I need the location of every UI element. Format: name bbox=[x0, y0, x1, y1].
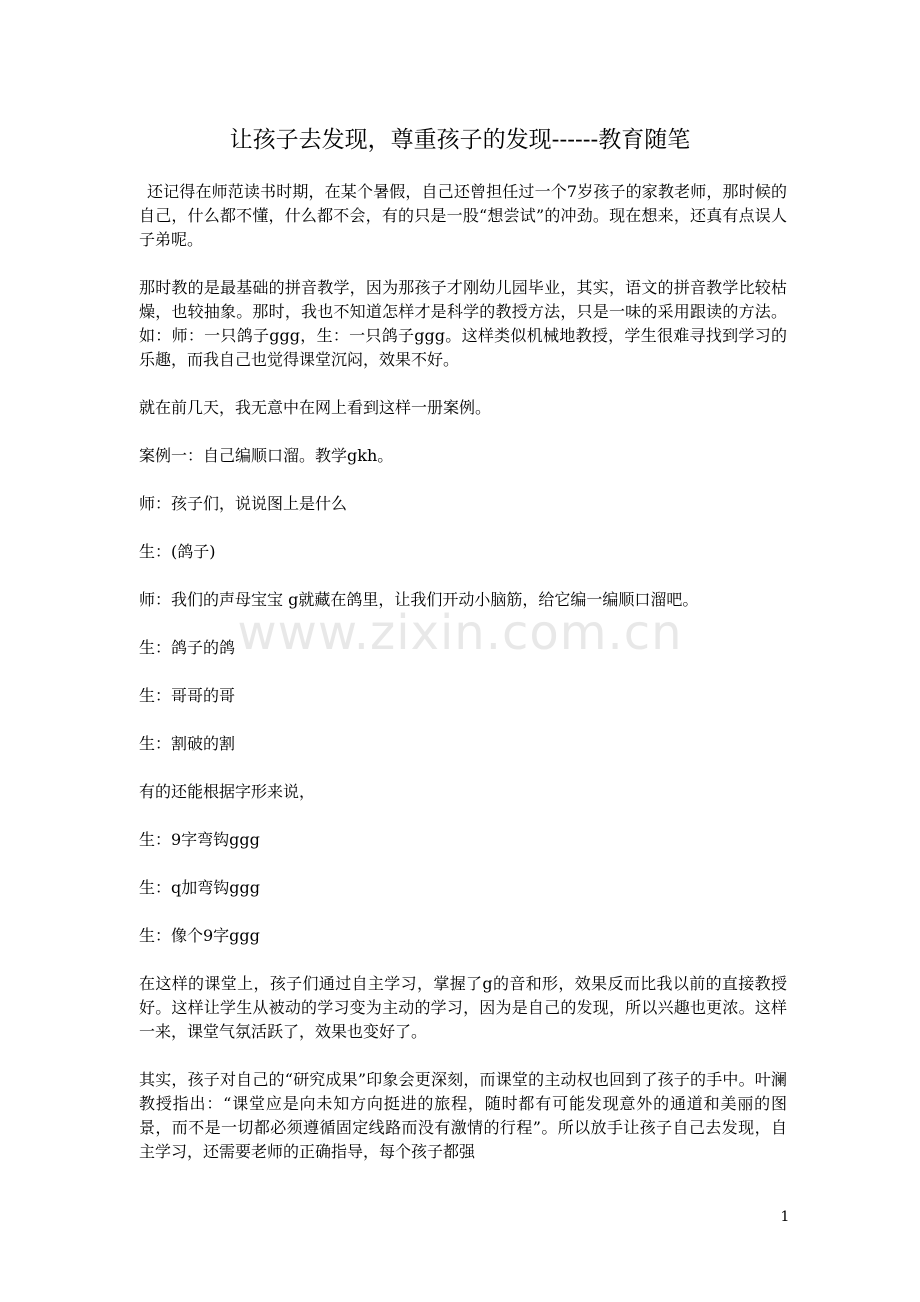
document-body bbox=[139, 180, 787, 1188]
paragraph: 师：孩子们，说说图上是什么 bbox=[139, 494, 348, 513]
paragraph: 还记得在师范读书时期，在某个暑假，自己还曾担任过一个7岁孩子的家教老师，那时候的自己，什么都不懂，什么都不会，有的只是一股“想尝试”的冲劲。现在想来，还真有点误人子弟呢。 bbox=[139, 182, 787, 249]
paragraph: 师：我们的声母宝宝 g就藏在鸽里，让我们开动小脑筋，给它编一编顺口溜吧。 bbox=[139, 590, 699, 609]
paragraph: 生：9字弯钩ggg bbox=[139, 830, 260, 849]
paragraph: 其实，孩子对自己的“研究成果”印象会更深刻，而课堂的主动权也回到了孩子的手中。叶澜教授指出：“课堂应是向未知方向挺进的旅程，随时都有可能发现意外的通道和美丽的图景，而不是一切都必须遵循固定线路而没有激情的行程”。所以放手让孩子自己去发现，自主学习，还需要老师的正确指导，每个孩子都强 bbox=[139, 1070, 787, 1161]
paragraph: 就在前几天，我无意中在网上看到这样一册案例。 bbox=[139, 398, 492, 417]
paragraph: 那时教的是最基础的拼音教学，因为那孩子才刚幼儿园毕业，其实，语文的拼音教学比较枯燥，也较抽象。那时，我也不知道怎样才是科学的教授方法，只是一味的采用跟读的方法。如：师：一只鸽子ggg，生：一只鸽子ggg。这样类似机械地教授，学生很难寻找到学习的乐趣，而我自己也觉得课堂沉闷，效果不好。 bbox=[139, 278, 787, 369]
paragraph: 生：割破的割 bbox=[139, 734, 236, 753]
paragraph: 生：鸽子的鸽 bbox=[139, 638, 236, 657]
paragraph: 生：哥哥的哥 bbox=[139, 686, 236, 705]
paragraph: 案例一：自己编顺口溜。教学gkh。 bbox=[139, 446, 394, 465]
paragraph: 在这样的课堂上，孩子们通过自主学习，掌握了g的音和形，效果反而比我以前的直接教授好。这样让学生从被动的学习变为主动的学习，因为是自己的发现，所以兴趣也更浓。这样一来，课堂气氛活跃了，效果也变好了。 bbox=[139, 974, 787, 1041]
watermark: www.zixin.com.cn bbox=[237, 605, 683, 661]
paragraph: 生：(鸽子) bbox=[139, 542, 216, 561]
paragraph: 生：q加弯钩ggg bbox=[139, 878, 260, 897]
page-number: 1 bbox=[780, 1209, 790, 1225]
paragraph: 有的还能根据字形来说， bbox=[139, 782, 316, 801]
document-title: 让孩子去发现，尊重孩子的发现------教育随笔 bbox=[229, 127, 691, 153]
paragraph: 生：像个9字ggg bbox=[139, 926, 260, 945]
